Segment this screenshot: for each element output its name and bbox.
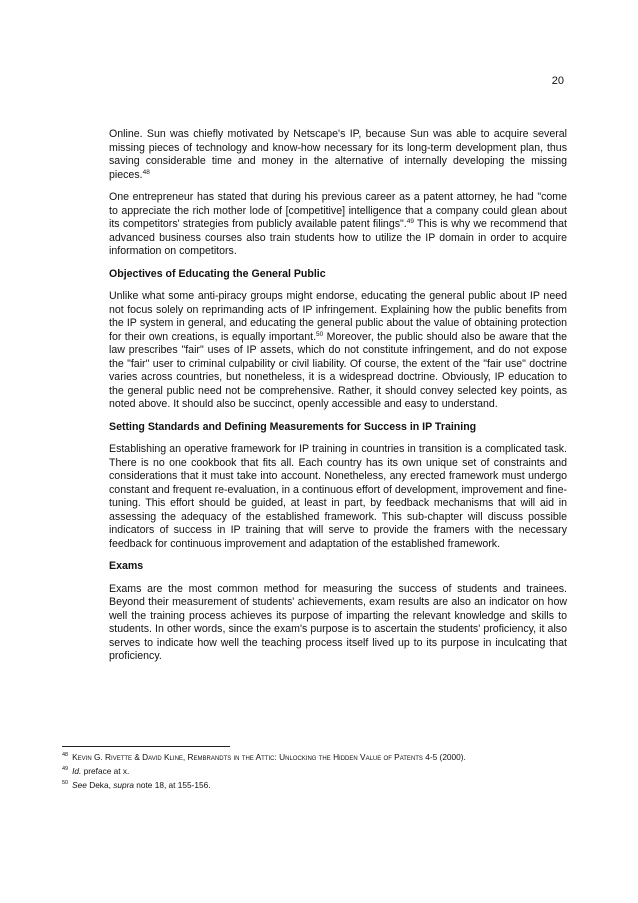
footnotes [62, 750, 582, 792]
page-number: 20 [551, 75, 564, 87]
footnote-ref-48: 48 [142, 168, 150, 176]
heading-exams: Exams [109, 560, 144, 572]
footnote-ref-49: 49 [406, 218, 414, 225]
heading-general-public: Objectives of Educating the General Public [109, 267, 326, 280]
footnote-50: $^{50}$ See Deka, supra note 18, at 155-156. [62, 780, 211, 790]
footnote-49: $^{49}$ Id. preface at x. [62, 766, 130, 776]
paragraph-sun-netscape: Online. Sun was chiefly motivated by Netscape's IP, because Sun was able to acquire several missing pieces of technology and know-how necessary for its long-term development plan, thus saving considerable time and money in the alternative of internally developing the missing pieces.$^{48}$ [109, 128, 567, 181]
paragraph-standards: Establishing an operative framework for IP training in countries in transition is a complicated task. There is no one cookbook that fits all. Each country has its own unique set of constraints and considerations that it must take into account. Nonetheless, any erected framework must undergo constant and frequent re-evaluation, in a continuous effort of development, improvement and fine-tuning. This effort should be guided, at least in part, by feedback mechanisms that will aid in assessing the adequacy of the established framework. This sub-chapter will discuss possible indicators of success in IP training that will serve to provide the framers with the necessary feedback for continuous improvement and adaptation of the established framework. [109, 443, 567, 550]
paragraph-entrepreneur: One entrepreneur has stated that during his previous career as a patent attorney, he had "come to appreciate the rich mother lode of [competitive] intelligence that a company could glean about its competitors' strategies from publicly available patent filings".$^{49}$ This is why we recommend that advanced business courses also train students how to utilize the IP domain in order to acquire information on competitors. [109, 191, 567, 257]
footnote-divider [62, 746, 230, 747]
paragraph-exams: Exams are the most common method for measuring the success of students and trainees. Beyond their measurement of students' achievements, exam results are also an indicator on how well the training process achieves its purpose of imparting the relevant knowledge and skills to students. In other words, since the exam's purpose is to ascertain the students' proficiency, it also serves to indicate how well the teaching process itself lived up to its purpose in inculcating that proficiency. [109, 582, 567, 662]
body-text [109, 128, 567, 673]
footnote-ref-50: 50 [316, 330, 324, 338]
footnote-48: $^{48}$ Kevin G. Rivette & David Kline, Rembrandts in the Attic: Unlocking the Hidden Value of Patents 4-5 (2000). [62, 752, 466, 762]
paragraph-general-public: Unlike what some anti-piracy groups might endorse, educating the general public about IP need not focus solely on reprimanding acts of IP infringement. Explaining how the public benefits from the IP system in general, and educating the general public about the value of obtaining protection for their own creations, is equally important.$^{50}$ Moreover, the public should also be aware that the law prescribes "fair" uses of IP assets, which do not constitute infringement, and do not expose the "fair" user to criminal culpability or civil liability. Of course, the extent of the "fair use" doctrine varies across countries, but nonetheless, it is a widespread doctrine. Obviously, IP education to the general public need not be comprehensive. Rather, it should convey selected key points, as noted above. It should also be succinct, openly accessible and easy to understand. [109, 290, 567, 410]
heading-standards: Setting Standards and Defining Measurements for Success in IP Training [109, 420, 477, 433]
